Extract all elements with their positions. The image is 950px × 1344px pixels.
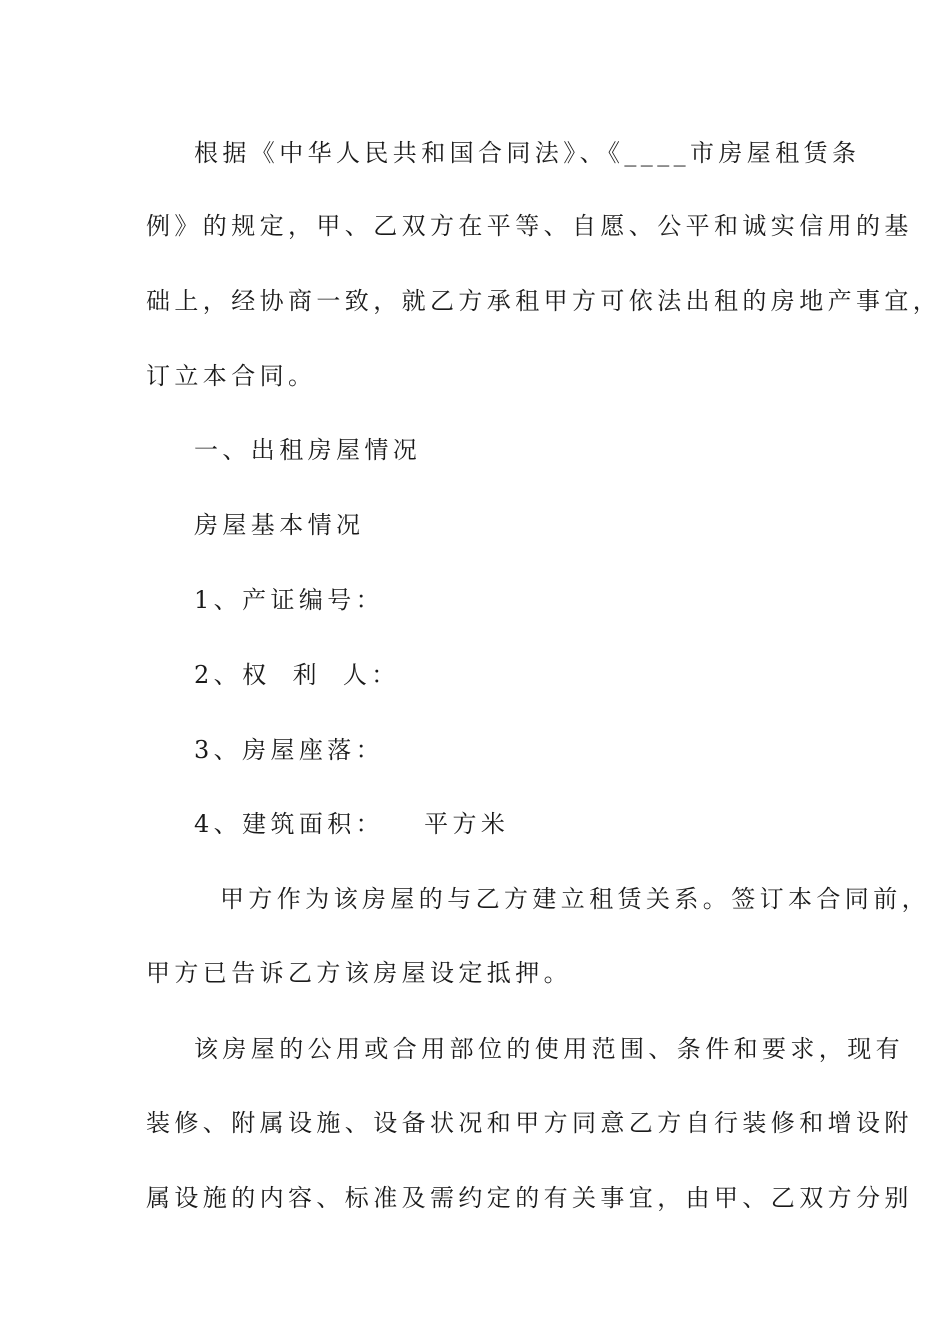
item-right-holder-mid: 利 — [292, 661, 321, 689]
intro-line-4: 订立本合同。 — [146, 362, 317, 390]
para3-line-3: 属设施的内容、标准及需约定的有关事宜，由甲、乙双方分别 — [146, 1184, 913, 1212]
para3-line-1: 该房屋的公用或合用部位的使用范围、条件和要求，现有 — [194, 1035, 904, 1063]
intro-line-3: 础上，经协商一致，就乙方承租甲方可依法出租的房地产事宜， — [146, 287, 942, 315]
item-certificate-number: 1、产证编号： — [194, 586, 385, 614]
para2-line-1: 甲方作为该房屋的与乙方建立租赁关系。签订本合同前， — [220, 885, 930, 913]
item-right-holder — [194, 660, 400, 690]
item-floor-area-unit: 平方米 — [424, 810, 510, 838]
intro-line-1: 根据《中华人民共和国合同法》、《____市房屋租赁条 — [194, 139, 861, 167]
item-floor-area-label: 4、建筑面积： — [194, 810, 385, 838]
section-heading-rental-house: 一、出租房屋情况 — [194, 436, 422, 464]
para2-line-2: 甲方已告诉乙方该房屋设定抵押。 — [146, 959, 572, 987]
item-floor-area — [194, 809, 509, 839]
basic-info-heading: 房屋基本情况 — [194, 511, 365, 539]
para3-line-2: 装修、附属设施、设备状况和甲方同意乙方自行装修和增设附 — [146, 1109, 913, 1137]
item-right-holder-prefix: 2、权 — [194, 661, 271, 689]
item-right-holder-suffix: 人： — [342, 661, 400, 689]
item-house-location: 3、房屋座落： — [194, 736, 385, 764]
intro-line-2: 例》的规定，甲、乙双方在平等、自愿、公平和诚实信用的基 — [146, 212, 913, 240]
